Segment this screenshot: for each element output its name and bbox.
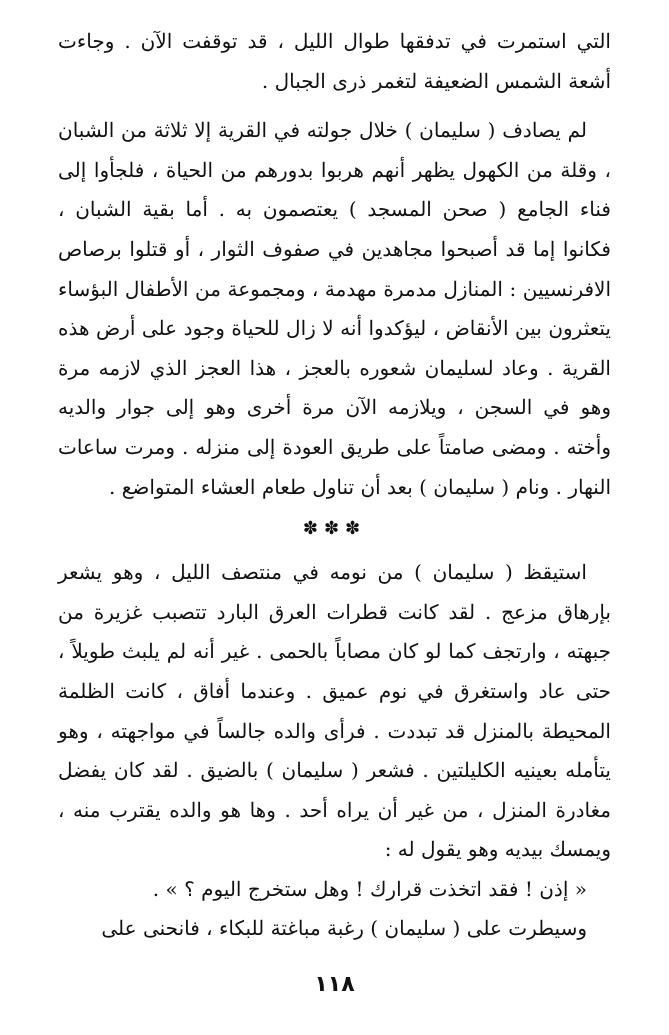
paragraph-continuation: التي استمرت في تدفقها طوال الليل ، قد توقفت الآن . وجاءت أشعة الشمس الضعيفة لتغمر ذرى الجبال . [58, 29, 611, 93]
section-separator: ✽✽✽ [302, 518, 367, 540]
paragraph-village-tour: لم يصادف ( سليمان ) خلال جولته في القرية إلا ثلاثة من الشبان ، وقلة من الكهول يظهر أنهم هربوا بدورهم من الحياة ، فلجأوا إلى فناء الجامع ( صحن المسجد ) يعتصمون به . أما بقية الشبان ، فكانوا إما قد أصبحوا مجاهدين في صفوف الثوار ، أو قتلوا برصاص الافرنسيين : المنازل مدمرة مهدمة ، ومجموعة من الأطفال البؤساء يتعثرون بين الأنقاض ، ليؤكدوا أنه لا زال للحياة وجود على أرض هذه القرية . وعاد لسليمان شعوره بالعجز ، هذا العجز الذي لازمه مرة وهو في السجن ، ويلازمه الآن مرة أخرى وهو إلى جوار والديه وأخته . ومضى صامتاً على طريق العودة إلى منزله . ومرت ساعات النهار . ونام ( سليمان ) بعد أن تناول طعام العشاء المتواضع . [58, 118, 611, 499]
paragraph-father-quote: « إذن ! فقد اتخذت قرارك ! وهل ستخرج اليوم ؟ » . [152, 876, 587, 901]
paragraph-urge-to-cry: وسيطرت على ( سليمان ) رغبة مباغتة للبكاء ، فانحنى على [101, 916, 587, 941]
page-number: ١١٨ [314, 972, 355, 997]
book-page-text [58, 22, 611, 949]
paragraph-waking: استيقظ ( سليمان ) من نومه في منتصف الليل ، وهو يشعر بإرهاق مزعج . لقد كانت قطرات العرق البارد تتصبب غزيرة من جبهته ، وارتجف كما لو كان مصاباً بالحمى . غير أنه لم يلبث طويلاً ، حتى عاد واستغرق في نوم عميق . وعندما أفاق ، كانت الظلمة المحيطة بالمنزل قد تبددت . فرأى والده جالساً في مواجهته ، وهو يتأمله بعينيه الكليلتين . فشعر ( سليمان ) بالضيق . لقد كان يفضل مغادرة المنزل ، من غير أن يراه أحد . وها هو والده يقترب منه ، ويمسك بيديه وهو يقول له : [58, 560, 611, 862]
paragraph-gap [58, 101, 611, 111]
